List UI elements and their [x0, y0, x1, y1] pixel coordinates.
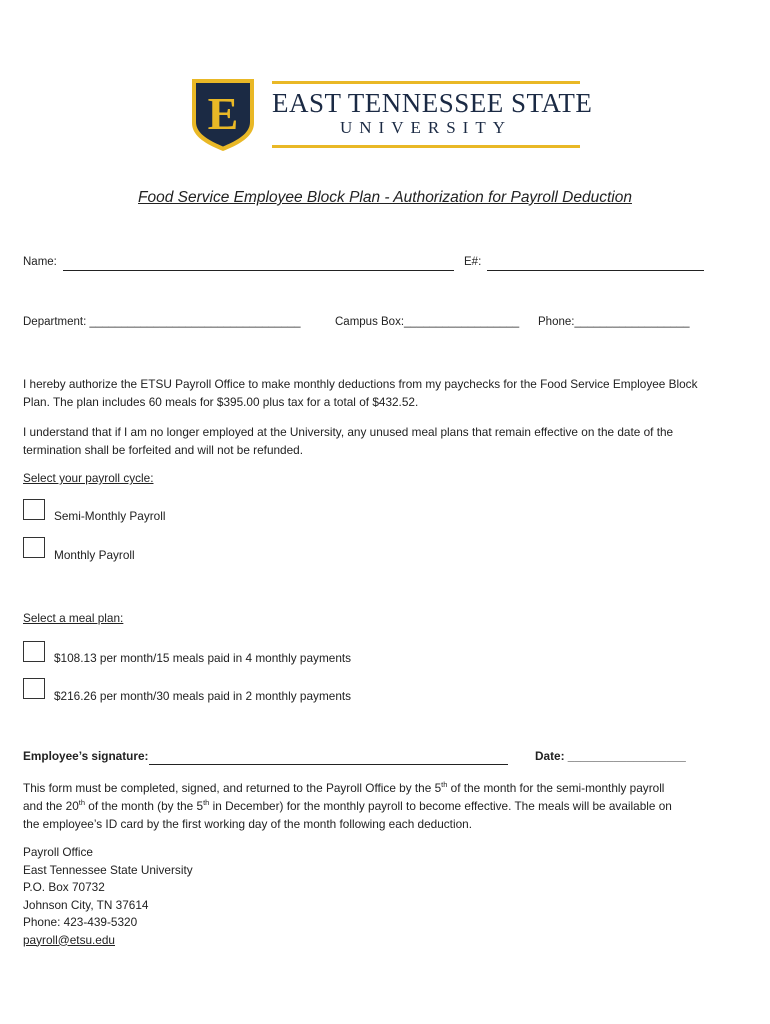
payroll-cycle-heading: Select your payroll cycle:	[23, 471, 154, 485]
logo-top-rule	[272, 81, 580, 84]
logo-bottom-rule	[272, 145, 580, 148]
phone-field[interactable]: Phone:__________________	[538, 316, 690, 328]
address-university: East Tennessee State University	[23, 862, 193, 877]
meal-plan-30-label: $216.26 per month/30 meals paid in 2 monthly payments	[54, 689, 352, 703]
authorization-line-1: I hereby authorize the ETSU Payroll Office to make monthly deductions from my paychecks for the Food Service Employee Block	[23, 377, 698, 391]
semi-monthly-label: Semi-Monthly Payroll	[54, 509, 166, 523]
form-title: Food Service Employee Block Plan - Authorization for Payroll Deduction	[138, 189, 632, 206]
date-label: Date: __________________	[535, 749, 686, 763]
meal-plan-heading: Select a meal plan:	[23, 611, 124, 625]
shield-letter: E	[207, 88, 239, 139]
deadline-line-2	[23, 797, 747, 815]
logo-name-line2: UNIVERSITY	[340, 118, 512, 137]
name-label: Name:	[23, 256, 57, 268]
deadline-line-1-a: This form must be completed, signed, and returned to the Payroll Office by the 5	[23, 781, 442, 795]
date-field[interactable]	[535, 749, 686, 763]
monthly-checkbox[interactable]	[23, 537, 45, 558]
monthly-label: Monthly Payroll	[54, 548, 135, 562]
logo-name-line1: EAST TENNESSEE STATE	[272, 88, 593, 118]
address-city: Johnson City, TN 37614	[23, 897, 149, 912]
meal-plan-15-label: $108.13 per month/15 meals paid in 4 monthly payments	[54, 651, 352, 665]
deadline-line-1-sup: th	[441, 780, 448, 790]
forfeit-line-2: termination shall be forfeited and will not be refunded.	[23, 443, 304, 457]
name-field-line[interactable]	[63, 270, 454, 271]
deadline-line-1	[23, 779, 747, 797]
deadline-line-2-sup-1: th	[78, 798, 86, 808]
semi-monthly-checkbox[interactable]	[23, 499, 45, 520]
enumber-label: E#:	[464, 256, 482, 268]
deadline-line-2-b: of the month (by the 5	[85, 799, 204, 813]
address-po-box: P.O. Box 70732	[23, 880, 105, 894]
signature-field-line[interactable]	[149, 764, 508, 765]
etsu-shield-logo	[190, 77, 256, 153]
deadline-line-1-b: of the month for the semi-monthly payroll	[447, 781, 665, 795]
forfeit-line-1: I understand that if I am no longer employed at the University, any unused meal plans that remain effective on the date of the	[23, 425, 674, 439]
payroll-address-block	[23, 844, 193, 949]
deadline-line-2-a: and the 20	[23, 799, 79, 813]
deadline-line-3: the employee’s ID card by the first working day of the month following each deduction.	[23, 817, 472, 831]
address-phone: Phone: 423-439-5320	[23, 915, 138, 929]
meal-plan-30-checkbox[interactable]	[23, 678, 45, 699]
authorization-paragraph	[23, 375, 747, 411]
deadline-line-2-c: in December) for the monthly payroll to become effective. The meals will be available on	[209, 799, 672, 813]
campus-box-field[interactable]: Campus Box:__________________	[335, 316, 520, 328]
department-field[interactable]: Department: _________________________________	[23, 316, 301, 328]
signature-label: Employee’s signature:	[23, 749, 149, 763]
address-office: Payroll Office	[23, 845, 93, 859]
deadline-line-2-sup-2: th	[203, 798, 210, 808]
authorization-line-2: Plan. The plan includes 60 meals for $395.00 plus tax for a total of $432.52.	[23, 395, 419, 409]
enumber-field-line[interactable]	[487, 270, 704, 271]
meal-plan-15-checkbox[interactable]	[23, 641, 45, 662]
forfeit-paragraph	[23, 423, 747, 459]
payroll-email-link[interactable]: payroll@etsu.edu	[23, 932, 115, 947]
deadline-paragraph	[23, 779, 747, 833]
